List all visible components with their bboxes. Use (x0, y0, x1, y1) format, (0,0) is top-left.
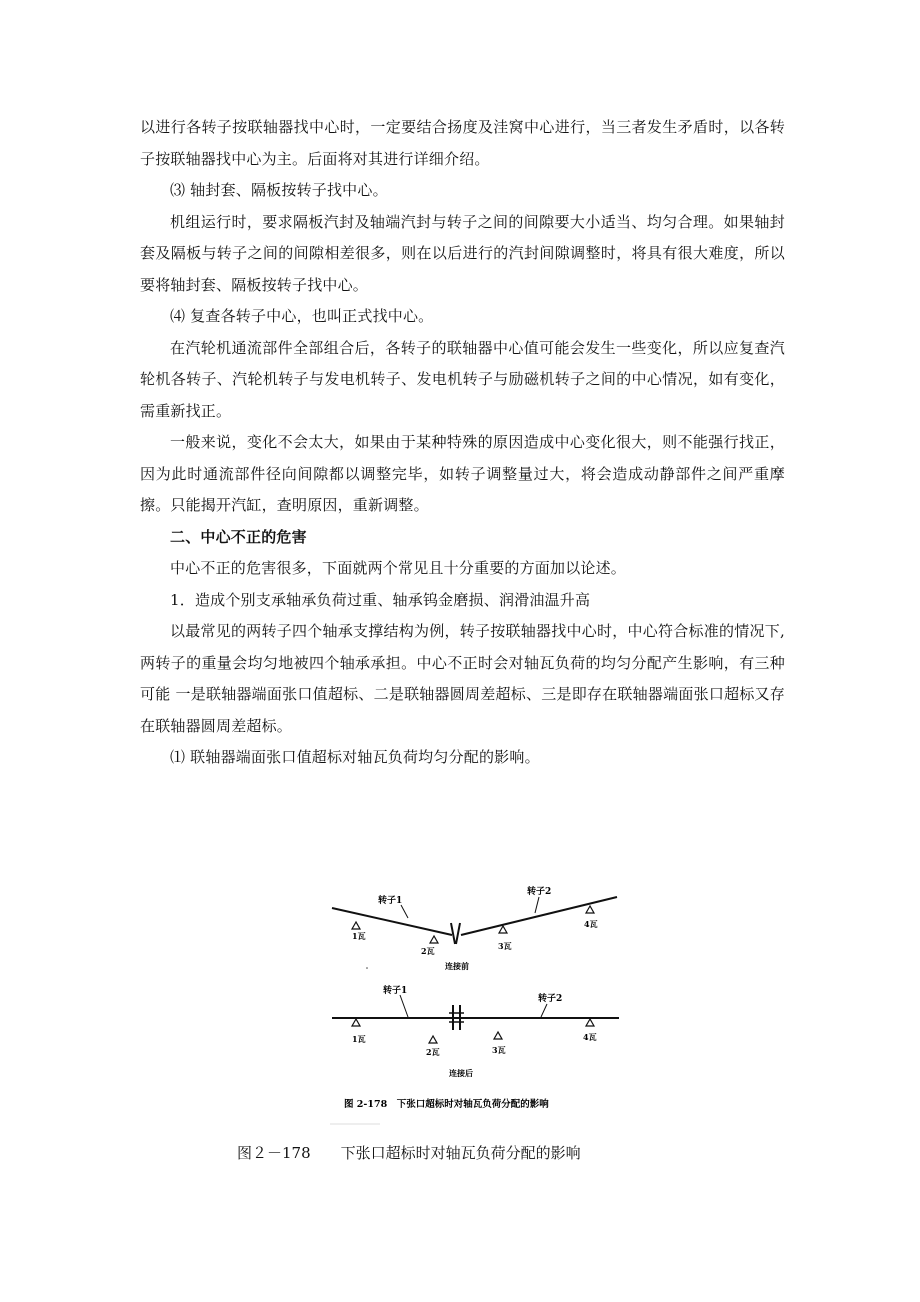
coupling-half-2-before (456, 923, 460, 944)
rotor-1-shaft-before (332, 908, 452, 935)
label-before-connection: 连接前 (445, 961, 469, 971)
bearing-1-icon-before (352, 922, 360, 929)
bearing-4-icon-after (586, 1019, 594, 1026)
label-bearing3-after: 3瓦 (492, 1045, 506, 1055)
scan-dot (366, 967, 368, 969)
paragraph-recheck: 在汽轮机通流部件全部组合后，各转子的联轴器中心值可能会发生一些变化，所以应复查汽轮机各转子、汽轮机转子与发电机转子、发电机转子与励磁机转子之间的中心情况，如有变化，需重新找正。 (140, 338, 785, 420)
label-bearing2-after: 2瓦 (426, 1047, 440, 1057)
label-bearing3-before: 3瓦 (498, 941, 512, 951)
leader-rotor1-after (400, 995, 408, 1017)
subsection-heading-1: 1．造成个别支承轴承负荷过重、轴承钨金磨损、润滑油温升高 (170, 590, 591, 609)
paragraph-general: 一般来说，变化不会太大，如果由于某种特殊的原因造成中心变化很大，则不能强行找正，因为此时通流部件径向间隙都以调整完毕，如转子调整量过大，将会造成动静部件之间严重摩擦。只能揭开汽缸，查明原因，重新调整。 (140, 433, 785, 514)
bearing-4-icon-before (586, 906, 594, 913)
coupling-half-1-before (451, 923, 455, 944)
label-bearing1-before: 1瓦 (352, 931, 366, 941)
label-rotor2-after: 转子2 (538, 994, 563, 1004)
diagram-before-connection (332, 885, 617, 971)
list-item-1: ⑴ 联轴器端面张口值超标对轴瓦负荷均匀分配的影响。 (170, 748, 540, 766)
list-item-3: ⑶ 轴封套、隔板按转子找中心。 (170, 181, 388, 199)
label-bearing2-before: 2瓦 (421, 946, 435, 956)
leader-rotor2-after (541, 1004, 547, 1017)
paragraph-continuation: 以进行各转子按联轴器找中心时，一定要结合扬度及洼窝中心进行，当三者发生矛盾时，以各转子按联轴器找中心为主。后面将对其进行详细介绍。 (140, 118, 785, 168)
figure-caption: 图２－178 下张口超标时对轴瓦负荷分配的影响 (237, 1144, 581, 1162)
section-heading: 二、中心不正的危害 (170, 527, 307, 546)
label-bearing1-after: 1瓦 (352, 1034, 366, 1044)
bearing-2-icon-before (430, 936, 438, 943)
leader-rotor2-before (535, 897, 539, 913)
label-rotor1-before: 转子1 (378, 896, 403, 906)
document-body (140, 112, 785, 774)
rotor-2-shaft-before (461, 897, 617, 935)
diagram-after-connection (332, 984, 619, 1078)
paragraph-example: 以最常见的两转子四个轴承支撑结构为例，转子按联轴器找中心时，中心符合标准的情况下,两转子的重量会均匀地被四个轴承承担。中心不正时会对轴瓦负荷的均匀分配产生影响，有三种可能 一是联轴器端面张口值超标、二是联轴器圆周差超标、三是即存在联轴器端面张口超标又存在联轴器圆周差超标。 (140, 622, 785, 735)
bearing-2-icon-after (429, 1036, 437, 1043)
label-bearing4-after: 4瓦 (583, 1032, 597, 1042)
figure-2-178 (320, 878, 630, 1128)
bearing-3-icon-after (494, 1032, 502, 1039)
coupling-diagram (320, 878, 630, 1128)
label-rotor2-before: 转子2 (527, 887, 552, 897)
bearing-3-icon-before (499, 926, 507, 933)
paragraph-intro: 中心不正的危害很多，下面就两个常见且十分重要的方面加以论述。 (170, 559, 627, 577)
bearing-1-icon-after (352, 1019, 360, 1026)
list-item-4: ⑷ 复查各转子中心，也叫正式找中心。 (170, 307, 434, 325)
figure-inner-caption: 图 2-178 下张口超标时对轴瓦负荷分配的影响 (344, 1099, 549, 1110)
label-bearing4-before: 4瓦 (584, 919, 598, 929)
paragraph-seal-alignment: 机组运行时，要求隔板汽封及轴端汽封与转子之间的间隙要大小适当、均匀合理。如果轴封套及隔板与转子之间的间隙相差很多，则在以后进行的汽封间隙调整时，将具有很大难度，所以要将轴封套、隔板按转子找中心。 (140, 212, 785, 294)
label-after-connection: 连接后 (449, 1068, 473, 1078)
leader-rotor1-before (401, 905, 408, 918)
label-rotor1-after: 转子1 (383, 986, 408, 996)
